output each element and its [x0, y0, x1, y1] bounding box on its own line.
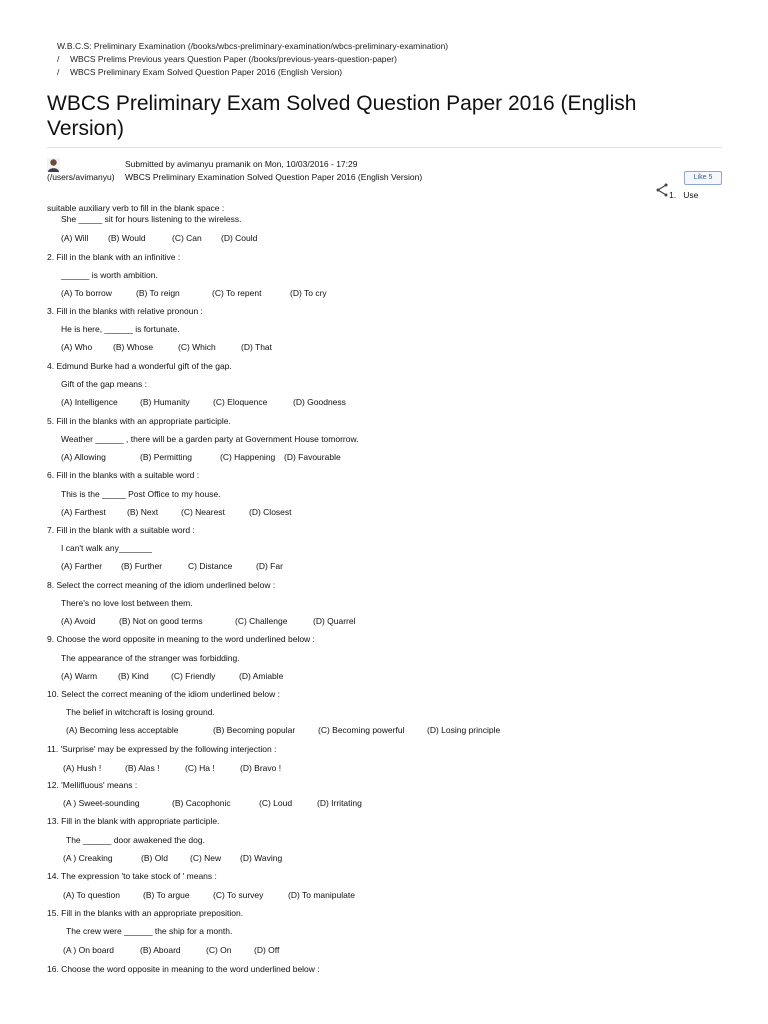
question-1-number: 1. Use	[669, 190, 699, 200]
question-prompt: 2. Fill in the blank with an infinitive :	[47, 252, 181, 262]
breadcrumb-item-wbcs-preliminary[interactable]: W.B.C.S: Preliminary Examination (/books/wbcs-preliminary-examination/wbcs-preliminary-examination)	[57, 41, 449, 51]
question-stem: I can't walk any_______	[61, 543, 152, 553]
share-icon[interactable]	[655, 183, 669, 197]
answer-option: (A ) Sweet-sounding	[63, 798, 140, 808]
page-title-line2: Version)	[47, 117, 125, 140]
answer-option: (A) Allowing	[61, 452, 106, 462]
question-prompt: 6. Fill in the blanks with a suitable word :	[47, 470, 200, 480]
answer-option: (C) Loud	[259, 798, 293, 808]
breadcrumb-separator: /	[57, 54, 60, 64]
user-avatar[interactable]	[47, 158, 60, 172]
page-title-line1: WBCS Preliminary Exam Solved Question Paper 2016 (English	[47, 92, 637, 115]
answer-option: (A) Who	[61, 342, 93, 352]
answer-option: (A) Avoid	[61, 616, 96, 626]
question-stem: This is the _____ Post Office to my house.	[61, 489, 221, 499]
answer-option: (D) Irritating	[317, 798, 362, 808]
answer-option: (D) Quarrel	[313, 616, 356, 626]
answer-option: (B) Permitting	[140, 452, 192, 462]
answer-option: (C) Challenge	[235, 616, 288, 626]
question-1-start: Use	[683, 190, 699, 200]
title-divider	[47, 147, 722, 148]
question-prompt: 5. Fill in the blanks with an appropriate participle.	[47, 416, 231, 426]
answer-option: (C) New	[190, 853, 222, 863]
answer-option: (D) Could	[221, 233, 258, 243]
answer-option: (A) Warm	[61, 671, 98, 681]
question-stem: There's no love lost between them.	[61, 598, 193, 608]
question-prompt: 7. Fill in the blank with a suitable word :	[47, 525, 195, 535]
answer-option: (D) To manipulate	[288, 890, 355, 900]
answer-option: (B) Alas !	[125, 763, 160, 773]
answer-option: (A) Farther	[61, 561, 103, 571]
answer-option: (D) Far	[256, 561, 283, 571]
answer-option: (A ) Creaking	[63, 853, 113, 863]
answer-option: (A) To question	[63, 890, 121, 900]
breadcrumb	[57, 40, 448, 79]
answer-option: (B) Aboard	[140, 945, 181, 955]
question-stem: The ______ door awakened the dog.	[66, 835, 205, 845]
answer-option: (B) Would	[108, 233, 146, 243]
question-stem: ______ is worth ambition.	[61, 270, 158, 280]
question-prompt: 11. 'Surprise' may be expressed by the following interjection :	[47, 744, 277, 754]
breadcrumb-item-current: WBCS Preliminary Exam Solved Question Paper 2016 (English Version)	[70, 67, 343, 77]
answer-option: (D) Closest	[249, 507, 292, 517]
answer-option: (C) Eloquence	[213, 397, 268, 407]
answer-option: (B) Kind	[118, 671, 149, 681]
answer-option: (A) Will	[61, 233, 89, 243]
question-stem: The appearance of the stranger was forbidding.	[61, 653, 240, 663]
question-prompt: suitable auxiliary verb to fill in the blank space :	[47, 203, 225, 213]
answer-option: (B) Further	[121, 561, 163, 571]
question-stem: She _____ sit for hours listening to the wireless.	[61, 214, 242, 224]
submitted-info: Submitted by avimanyu pramanik on Mon, 10/03/2016 - 17:29	[125, 159, 358, 169]
answer-option: (B) Old	[141, 853, 168, 863]
breadcrumb-separator: /	[57, 67, 60, 77]
answer-option: (B) Becoming popular	[213, 725, 296, 735]
question-stem: Gift of the gap means :	[61, 379, 147, 389]
article-subtitle: WBCS Preliminary Examination Solved Question Paper 2016 (English Version)	[125, 172, 423, 182]
breadcrumb-item-previous-years[interactable]: WBCS Prelims Previous years Question Paper (/books/previous-years-question-paper)	[70, 54, 397, 64]
answer-option: (C) Nearest	[181, 507, 225, 517]
answer-option: (B) Not on good terms	[119, 616, 203, 626]
answer-option: (B) Whose	[113, 342, 154, 352]
question-prompt: 12. 'Mellifluous' means :	[47, 780, 138, 790]
question-stem: Weather ______ , there will be a garden party at Government House tomorrow.	[61, 434, 359, 444]
like-button[interactable]: Like 5	[684, 171, 722, 185]
answer-option: C) Distance	[188, 561, 233, 571]
answer-option: (B) To argue	[143, 890, 190, 900]
answer-option: (D) Amiable	[239, 671, 284, 681]
answer-option: (A) To borrow	[61, 288, 112, 298]
question-prompt: 16. Choose the word opposite in meaning to the word underlined below :	[47, 964, 320, 974]
answer-option: (B) Humanity	[140, 397, 190, 407]
answer-option: (D) Off	[254, 945, 280, 955]
question-prompt: 13. Fill in the blank with appropriate participle.	[47, 816, 220, 826]
question-prompt: 14. The expression 'to take stock of ' means :	[47, 871, 217, 881]
answer-option: (D) Favourable	[284, 452, 341, 462]
answer-option: (B) Cacophonic	[172, 798, 231, 808]
answer-option: (C) On	[206, 945, 232, 955]
question-prompt: 3. Fill in the blanks with relative pronoun :	[47, 306, 203, 316]
question-prompt: 8. Select the correct meaning of the idiom underlined below :	[47, 580, 276, 590]
answer-option: (C) To repent	[212, 288, 262, 298]
answer-option: (D) Losing principle	[427, 725, 501, 735]
answer-option: (D) Bravo !	[240, 763, 282, 773]
answer-option: (B) Next	[127, 507, 159, 517]
answer-option: (A) Intelligence	[61, 397, 118, 407]
answer-option: (A) Farthest	[61, 507, 106, 517]
question-prompt: 10. Select the correct meaning of the idiom underlined below :	[47, 689, 280, 699]
question-stem: He is here, ______ is fortunate.	[61, 324, 180, 334]
question-stem: The belief in witchcraft is losing ground.	[66, 707, 215, 717]
answer-option: (C) Ha !	[185, 763, 215, 773]
answer-option: (A) Becoming less acceptable	[66, 725, 179, 735]
answer-option: (D) Waving	[240, 853, 283, 863]
question-prompt: 4. Edmund Burke had a wonderful gift of the gap.	[47, 361, 232, 371]
user-profile-link[interactable]: (/users/avimanyu)	[47, 172, 115, 182]
answer-option: (C) Friendly	[171, 671, 216, 681]
answer-option: (D) That	[241, 342, 273, 352]
answer-option: (D) To cry	[290, 288, 327, 298]
answer-option: (C) To survey	[213, 890, 264, 900]
answer-option: (C) Happening	[220, 452, 276, 462]
answer-option: (C) Can	[172, 233, 202, 243]
answer-option: (A ) On board	[63, 945, 115, 955]
page-title	[47, 91, 737, 141]
answer-option: (C) Becoming powerful	[318, 725, 405, 735]
answer-option: (A) Hush !	[63, 763, 102, 773]
question-stem: The crew were ______ the ship for a month.	[66, 926, 233, 936]
answer-option: (D) Goodness	[293, 397, 346, 407]
question-prompt: 15. Fill in the blanks with an appropriate preposition.	[47, 908, 244, 918]
answer-option: (C) Which	[178, 342, 216, 352]
question-prompt: 9. Choose the word opposite in meaning to the word underlined below :	[47, 634, 315, 644]
answer-option: (B) To reign	[136, 288, 180, 298]
